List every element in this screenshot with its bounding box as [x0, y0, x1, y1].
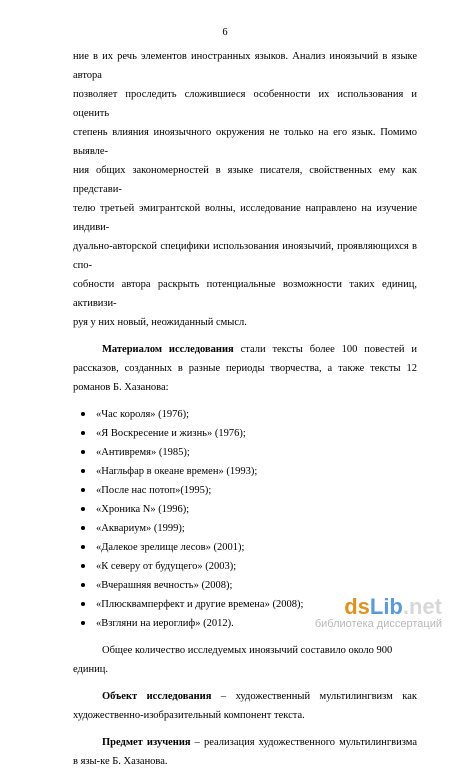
bullet-icon [81, 621, 85, 625]
intro-paragraph [73, 47, 417, 332]
work-title: «Далекое зрелище лесов» (2001); [96, 542, 245, 553]
bullet-icon [81, 545, 85, 549]
list-item [81, 538, 417, 557]
material-text: стали тексты более 100 повестей и рассказов, созданных в разные периоды творчества, а также тексты 12 романов Б. Хазанова: [73, 344, 417, 393]
watermark-ds: ds [344, 594, 370, 619]
work-title: «Нагльфар в океане времен» (1993); [96, 466, 258, 477]
work-title: «Антивремя» (1985); [96, 447, 190, 458]
intro-line: дуально-авторской специфики использования иноязычий, проявляющихся в спо- [73, 241, 417, 271]
total-paragraph: Общее количество исследуемых иноязычий составило около 900 единиц. [73, 645, 393, 675]
bullet-icon [81, 488, 85, 492]
intro-line: степень влияния иноязычного окружения не только на его язык. Помимо выявле- [73, 127, 417, 157]
bullet-icon [81, 431, 85, 435]
list-item [81, 557, 417, 576]
watermark-subtitle: библиотека диссертаций [314, 618, 442, 630]
watermark-lib: Lib [369, 594, 403, 619]
bullet-icon [81, 469, 85, 473]
list-item [81, 443, 417, 462]
work-title: «К северу от будущего» (2003); [96, 561, 237, 572]
bullet-icon [81, 583, 85, 587]
document-body [73, 47, 417, 771]
list-item [81, 481, 417, 500]
watermark [315, 596, 442, 631]
page-number: 6 [222, 27, 228, 38]
work-title: «Я Воскресение и жизнь» (1976); [96, 428, 246, 439]
object-paragraph [73, 687, 417, 725]
work-title: «Аквариум» (1999); [96, 523, 185, 534]
watermark-net: .net [402, 594, 442, 619]
subject-text: – реализация художественного мультилингвизма в язы-ке Б. Хазанова. [73, 737, 417, 767]
work-title: «Вчерашняя вечность» (2008); [96, 580, 233, 591]
work-title: «Час короля» (1976); [96, 409, 190, 420]
object-word: – [220, 691, 227, 702]
material-paragraph [73, 340, 417, 397]
bullet-icon [81, 450, 85, 454]
work-title: «После нас потоп»(1995); [96, 485, 212, 496]
list-item [81, 500, 417, 519]
bullet-icon [81, 526, 85, 530]
bullet-icon [81, 507, 85, 511]
list-item [81, 519, 417, 538]
intro-line: телю третьей эмигрантской волны, исследование направлено на изучение индиви- [73, 203, 417, 233]
object-line-1 [73, 687, 417, 706]
intro-line: ние в их речь элементов иностранных языков. Анализ иноязычий в языке автора [73, 51, 417, 81]
bullet-icon [81, 564, 85, 568]
bullet-icon [81, 602, 85, 606]
object-word: как [402, 691, 417, 702]
material-lead: Материалом исследования [102, 344, 234, 355]
subject-lead: Предмет изучения [102, 737, 191, 748]
watermark-logo [315, 596, 442, 618]
intro-line: собности автора раскрыть потенциальные возможности таких единиц, активизи- [73, 279, 417, 309]
list-item [81, 576, 417, 595]
list-item [81, 462, 417, 481]
object-word: мультилингвизм [319, 691, 393, 702]
work-title: «Хроника N» (1996); [96, 504, 190, 515]
list-item [81, 405, 417, 424]
object-word: художественный [235, 691, 311, 702]
list-item [81, 424, 417, 443]
intro-line: позволяет проследить сложившиеся особенности их использования и оценить [73, 89, 417, 119]
work-title: «Взгляни на иероглиф» (2012). [96, 618, 234, 629]
intro-line: ния общих закономерностей в языке писателя, свойственных ему как представи- [73, 165, 417, 195]
object-word: Объект [102, 691, 138, 702]
object-word: исследования [146, 691, 212, 702]
intro-line: руя у них новый, неожиданный смысл. [73, 317, 247, 328]
work-title: «Плюсквамперфект и другие времена» (2008); [96, 599, 304, 610]
subject-paragraph [73, 733, 417, 771]
object-line-2: художественно-изобразительный компонент текста. [73, 710, 305, 721]
bullet-icon [81, 412, 85, 416]
